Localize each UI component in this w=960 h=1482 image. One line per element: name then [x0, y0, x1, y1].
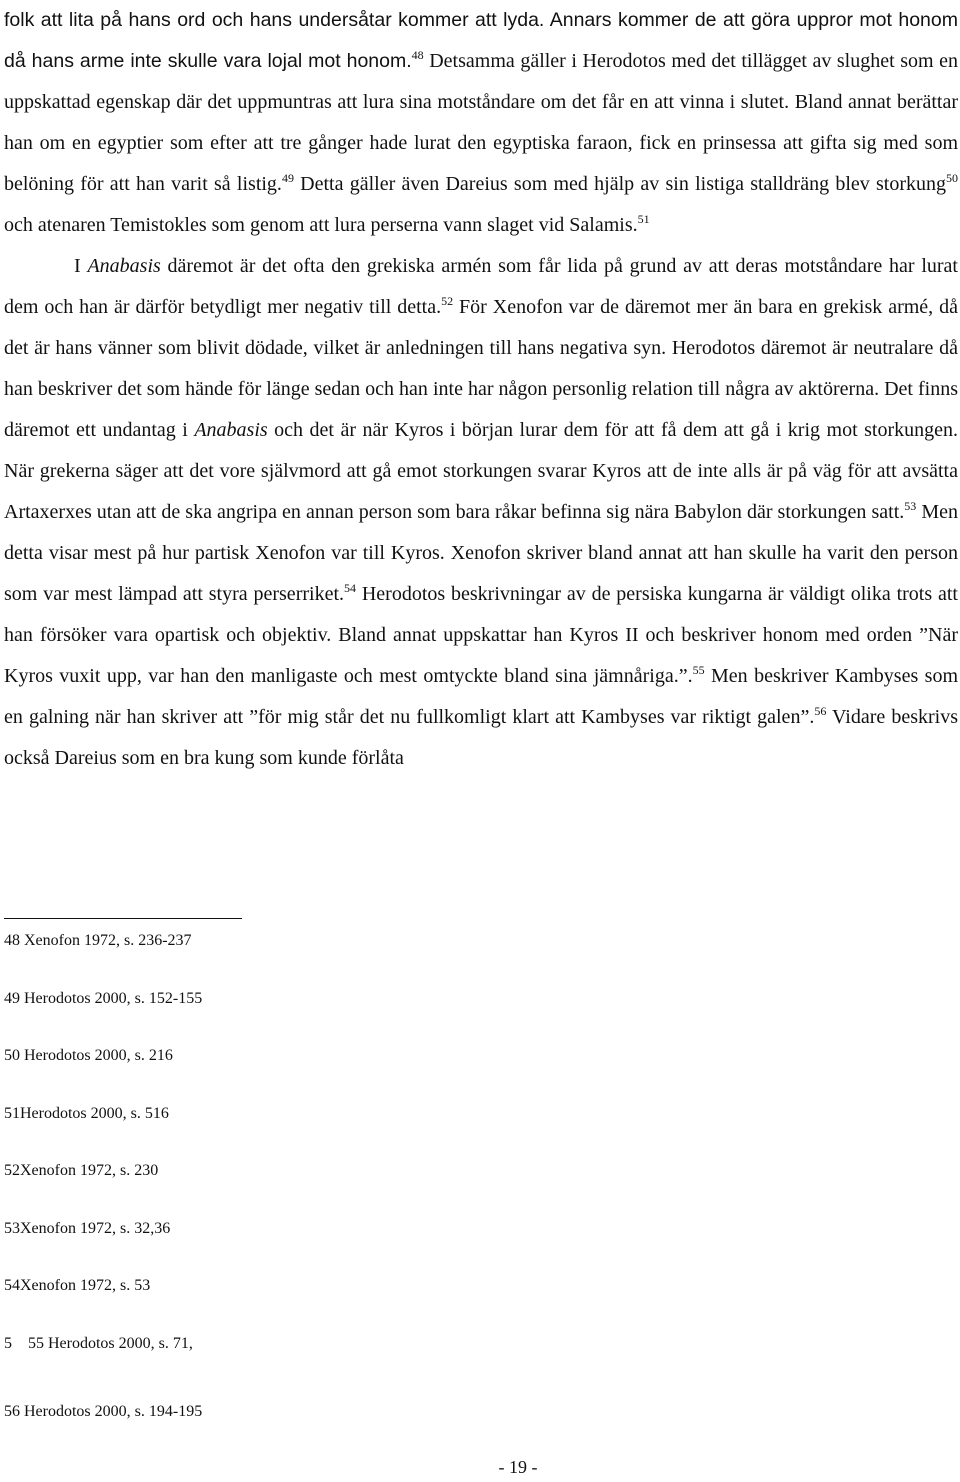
body-text — [4, 0, 958, 779]
text-segment: Detsamma gäller i Herodotos med det tillägget av slughet som en uppskattad egenskap där det uppmuntras att lura sina motståndare om det får en att vinna i slutet. — [4, 50, 958, 113]
footnote-54: 54Xenofon 1972, s. 53 — [4, 1277, 151, 1294]
text-segment: För Xenofon var de däremot mer än bara en grekisk armé, då det är hans vänner som blivit dödade, vilket är anledningen till hans negativa syn. Herodotos däremot är neutralare då han beskriver det som hände för länge sedan och han inte har någon personlig relation till några av aktörerna. Det finns däremot ett undantag i — [4, 296, 958, 441]
text-segment: folk att lita på hans ord och hans undersåtar kommer att lyda. Annars kommer de att göra uppror mot honom då hans arme inte skulle vara lojal mot honom. — [4, 9, 958, 72]
footnote-51: 51Herodotos 2000, s. 516 — [4, 1104, 169, 1122]
text-segment: Vidare beskrivs också Dareius som en bra kung som kunde förlåta — [4, 706, 958, 769]
text-segment: I — [74, 255, 88, 277]
text-segment: och det är när Kyros i början lurar dem för att få dem att gå i krig mot storkungen. När grekerna säger att det vore självmord att gå emot storkungen svarar Kyros att de inte alls är på väg för att avsätta Artaxerxes utan att de ska angripa en annan person som bara råkar befinna sig nära Babylon där storkungen satt. — [4, 419, 958, 523]
footnote-ref-49[interactable]: 49 — [281, 171, 294, 185]
text-segment: Men detta visar mest på hur partisk Xenofon var till Kyros. Xenofon skriver bland annat att han skulle ha varit den person som var mest lämpad att styra perserriket. — [4, 501, 958, 605]
text-segment: Detta gäller även Dareius som med hjälp av sin listiga stalldräng blev storkung — [293, 173, 946, 195]
footnote-ref-48[interactable]: 48 — [411, 48, 424, 62]
footnote-separator — [4, 918, 242, 919]
text-segment: däremot är det ofta den grekiska armén som får lida på grund av att deras motståndare har lurat dem och han är därför betydligt mer negativ till detta. — [4, 255, 958, 318]
footnote-48: 48 Xenofon 1972, s. 236-237 — [4, 932, 192, 949]
footnote-ref-55[interactable]: 55 — [692, 663, 705, 677]
footnote-ref-52[interactable]: 52 — [441, 294, 454, 308]
book-title-anabasis: Anabasis — [194, 419, 268, 441]
footnote-56: 56 Herodotos 2000, s. 194-195 — [4, 1402, 203, 1420]
footnotes — [4, 926, 704, 1454]
footnote-53: 53Xenofon 1972, s. 32,36 — [4, 1219, 171, 1237]
footnote-55: 5 55 Herodotos 2000, s. 71, — [4, 1334, 193, 1352]
footnote-ref-56[interactable]: 56 — [814, 704, 827, 718]
book-title-anabasis: Anabasis — [87, 255, 161, 277]
footnote-49: 49 Herodotos 2000, s. 152-155 — [4, 989, 203, 1007]
text-segment: Herodotos beskrivningar av de persiska kungarna är väldigt olika trots att han försöker vara opartisk och objektiv. Bland annat uppskattar han Kyros II och beskriver honom med orden ”När Kyros vuxit upp, var han den manligaste och mest omtyckte bland sina jämnåriga.”. — [4, 583, 958, 687]
footnote-ref-50[interactable]: 50 — [946, 171, 958, 185]
footnote-ref-54[interactable]: 54 — [344, 581, 356, 595]
page-number: - 19 - — [498, 1457, 538, 1477]
paragraph-2 — [4, 246, 958, 779]
footnote-52: 52Xenofon 1972, s. 230 — [4, 1162, 159, 1179]
text-segment: Men beskriver Kambyses som en galning när han skriver att ”för mig står det nu fullkomligt klart att Kambyses var riktigt galen”. — [4, 665, 959, 728]
paragraph-1 — [4, 0, 958, 246]
footnote-50: 50 Herodotos 2000, s. 216 — [4, 1047, 173, 1064]
text-segment: och atenaren Temistokles som genom att lura perserna vann slaget vid Salamis. — [4, 214, 638, 236]
text-segment: Bland annat berättar han om en egyptier som efter att tre gånger hade lurat den egyptiska faraon, fick en prinsessa att gifta sig med som belöning för att han varit så listig. — [4, 91, 959, 195]
footnote-ref-53[interactable]: 53 — [904, 499, 917, 513]
footnote-ref-51[interactable]: 51 — [637, 212, 650, 226]
